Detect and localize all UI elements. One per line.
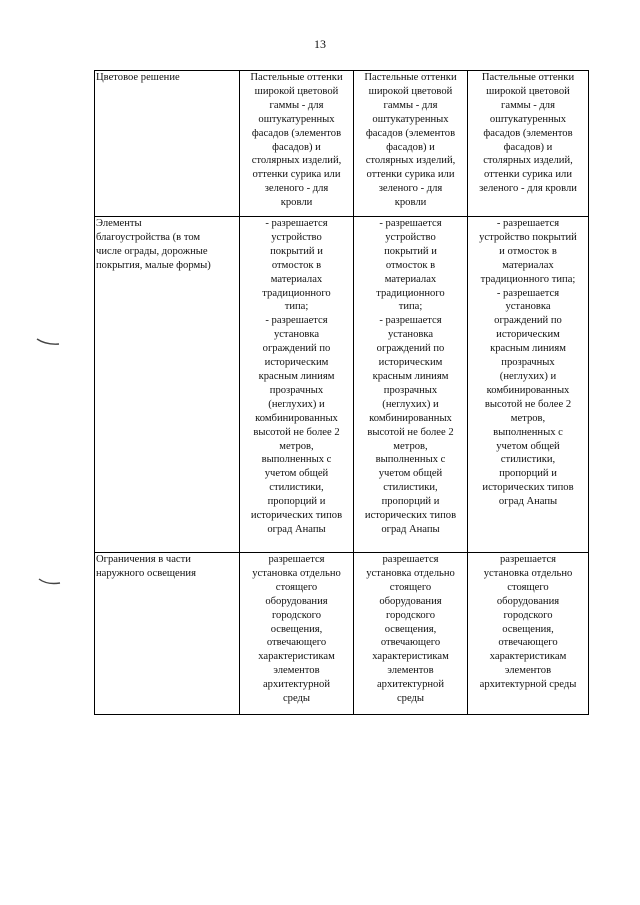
cell-text-line: материалах (270, 273, 323, 285)
cell-text-line: освещения, (502, 623, 554, 635)
cell-text-line: комбинированных (255, 412, 338, 424)
cell-text-line: покрытий и (270, 245, 323, 257)
cell-text-line: отвечающего (380, 637, 441, 649)
cell-text-line: - разрешается (379, 218, 442, 229)
cell-text-line: ограждений по (262, 343, 331, 355)
cell-text-line: Ограничения в части (96, 554, 191, 565)
cell-text-line: стилистики, (500, 454, 556, 466)
table-row-outdoor-lighting (95, 553, 589, 715)
cell-text-line: характеристикам (372, 651, 449, 663)
cell-text-line: стоящего (389, 581, 432, 593)
cell-text-line: исторических типов (364, 510, 457, 522)
cell-text-line: метров, (510, 412, 546, 424)
cell-text-line: среды (282, 693, 311, 705)
cell-text-line: оград Анапы (267, 523, 326, 535)
cell-text-line: оштукатуренных (372, 113, 449, 125)
cell-text-line: фасадов (элементов (251, 127, 342, 139)
cell-text-line: фасадов (элементов (365, 127, 456, 139)
cell-text-line: традиционного типа; (480, 273, 576, 285)
cell-text-line: фасадов (элементов (483, 127, 573, 139)
cell-text-line: фасадов) и (272, 141, 321, 153)
cell-text-line: кровли (394, 197, 427, 209)
table-row-color-solution (95, 71, 589, 217)
cell-text-line: - разрешается (265, 315, 328, 327)
cell-text-line: выполненных с (261, 454, 332, 466)
cell-text-line: архитектурной (376, 679, 445, 691)
cell-text-line: прозрачных (501, 357, 555, 369)
cell-text-line: зеленого - для (378, 183, 443, 195)
cell-text-line: выполненных с (493, 426, 563, 438)
scan-mark-bottom (38, 578, 62, 586)
cell-text-line: Пастельные оттенки (481, 72, 575, 83)
cell-text-line: оттенки сурика или (252, 169, 341, 181)
cell-text-line: столярных изделий, (365, 155, 456, 167)
cell-text-line: установка (273, 329, 320, 341)
row-label-outdoor-lighting (95, 553, 240, 715)
cell-text-line: оборудования (265, 595, 328, 607)
cell-text-line: (неглухих) и (499, 370, 557, 382)
cell-text-line: пропорций и (267, 496, 326, 508)
cell-text-line: архитектурной среды (479, 679, 577, 691)
cell-text-line: прозрачных (269, 384, 324, 396)
cell-text-line: исторических типов (482, 482, 574, 494)
table-row-landscaping (95, 217, 589, 553)
cell-text-line: характеристикам (489, 651, 567, 663)
cell-text-line: устройство (271, 231, 322, 243)
cell-text-line: метров, (393, 440, 428, 452)
cell-text-line: материалах (384, 273, 437, 285)
cell-text-line: оборудования (379, 595, 442, 607)
cell-text-line: широкой цветовой (368, 85, 453, 97)
cell-text-line: материалах (502, 259, 554, 271)
cell-text-line: фасадов) и (386, 141, 435, 153)
cell-landscaping-col2 (354, 217, 468, 553)
cell-text-line: Элементы (96, 218, 142, 229)
cell-text-line: городского (503, 609, 553, 621)
cell-text-line: отмосток в (271, 259, 322, 271)
cell-text-line: освещения, (270, 623, 323, 635)
cell-text-line: метров, (279, 440, 314, 452)
scan-mark-top (36, 338, 60, 346)
cell-text-line: зеленого - для кровли (479, 183, 577, 195)
cell-text-line: разрешается (382, 554, 439, 565)
cell-text-line: установка (505, 301, 551, 313)
cell-text-line: гаммы - для (501, 99, 555, 111)
cell-color-solution-col2 (354, 71, 468, 217)
cell-text-line: оттенки сурика или (483, 169, 573, 181)
cell-outdoor-lighting-col2 (354, 553, 468, 715)
cell-text-line: прозрачных (383, 384, 438, 396)
cell-text-line: Цветовое решение (96, 72, 180, 83)
cell-text-line: и отмосток в (499, 245, 557, 257)
cell-text-line: разрешается (499, 554, 557, 565)
cell-text-line: (неглухих) и (268, 398, 325, 410)
cell-text-line: оттенки сурика или (366, 169, 455, 181)
cell-text-line: наружного освещения (96, 567, 196, 579)
cell-text-line: типа; (284, 301, 309, 313)
cell-text-line: Пастельные оттенки (364, 72, 457, 83)
cell-text-line: типа; (398, 301, 423, 313)
cell-text-line: - разрешается (379, 315, 442, 327)
cell-text-line: историческим (496, 329, 560, 341)
cell-text-line: среды (396, 693, 425, 705)
cell-text-line: традиционного (262, 287, 331, 299)
cell-text-line: (неглухих) и (382, 398, 439, 410)
cell-text-line: городского (385, 609, 436, 621)
cell-text-line: оборудования (496, 595, 560, 607)
cell-text-line: высотой не более 2 (253, 426, 340, 438)
cell-text-line: - разрешается (496, 287, 560, 299)
cell-text-line: элементов (504, 665, 552, 677)
cell-text-line: отвечающего (498, 637, 558, 649)
cell-outdoor-lighting-col1 (240, 553, 354, 715)
cell-landscaping-col3 (468, 217, 589, 553)
cell-text-line: высотой не более 2 (367, 426, 454, 438)
cell-text-line: - разрешается (496, 218, 560, 229)
cell-text-line: установка отдельно (252, 567, 341, 579)
cell-text-line: характеристикам (258, 651, 335, 663)
cell-text-line: красным линиям (258, 370, 335, 382)
cell-text-line: кровли (280, 197, 313, 209)
cell-landscaping-col1 (240, 217, 354, 553)
cell-text-line: широкой цветовой (254, 85, 339, 97)
cell-text-line: элементов (273, 665, 320, 677)
cell-text-line: освещения, (384, 623, 437, 635)
row-label-landscaping (95, 217, 240, 553)
cell-text-line: оштукатуренных (489, 113, 567, 125)
cell-text-line: оград Анапы (381, 523, 440, 535)
regulations-table (94, 70, 589, 715)
cell-text-line: столярных изделий, (251, 155, 342, 167)
cell-text-line: стоящего (507, 581, 549, 593)
cell-text-line: отмосток в (385, 259, 436, 271)
cell-text-line: пропорций и (499, 468, 557, 480)
cell-text-line: элементов (387, 665, 434, 677)
cell-text-line: высотой не более 2 (484, 398, 572, 410)
cell-text-line: установка отдельно (366, 567, 455, 579)
cell-text-line: отвечающего (266, 637, 327, 649)
cell-text-line: красным линиям (490, 343, 566, 355)
cell-text-line: учетом общей (378, 468, 443, 480)
cell-text-line: установка отдельно (483, 567, 573, 579)
cell-text-line: стилистики, (383, 482, 438, 494)
cell-text-line: Пастельные оттенки (250, 72, 343, 83)
cell-text-line: широкой цветовой (486, 85, 570, 97)
cell-text-line: установка (387, 329, 434, 341)
cell-text-line: пропорций и (381, 496, 440, 508)
cell-text-line: ограждений по (376, 343, 445, 355)
cell-text-line: стоящего (275, 581, 318, 593)
cell-text-line: столярных изделий, (483, 155, 573, 167)
cell-text-line: историческим (264, 357, 329, 369)
cell-text-line: красным линиям (372, 370, 449, 382)
cell-text-line: гаммы - для (383, 99, 438, 111)
row-label-color-solution (95, 71, 240, 217)
cell-text-line: исторических типов (250, 510, 343, 522)
cell-text-line: учетом общей (264, 468, 329, 480)
cell-text-line: устройство покрытий (479, 231, 577, 243)
cell-text-line: устройство (385, 231, 436, 243)
cell-text-line: зеленого - для (264, 183, 329, 195)
cell-text-line: выполненных с (375, 454, 446, 466)
cell-text-line: гаммы - для (269, 99, 324, 111)
cell-text-line: покрытия, малые формы) (96, 259, 211, 271)
cell-outdoor-lighting-col3 (468, 553, 589, 715)
page-number: 13 (314, 37, 326, 51)
cell-text-line: комбинированных (486, 384, 570, 396)
cell-text-line: стилистики, (269, 482, 324, 494)
cell-text-line: покрытий и (384, 245, 437, 257)
cell-text-line: комбинированных (369, 412, 452, 424)
cell-text-line: числе ограды, дорожные (96, 245, 208, 257)
cell-text-line: учетом общей (496, 440, 560, 452)
cell-text-line: архитектурной (262, 679, 331, 691)
cell-text-line: городского (271, 609, 322, 621)
cell-text-line: ограждений по (494, 315, 562, 327)
cell-text-line: оштукатуренных (258, 113, 335, 125)
cell-text-line: традиционного (376, 287, 445, 299)
cell-text-line: благоустройства (в том (96, 231, 201, 243)
cell-text-line: фасадов) и (503, 141, 553, 153)
cell-color-solution-col3 (468, 71, 589, 217)
cell-text-line: историческим (378, 357, 443, 369)
cell-text-line: разрешается (268, 554, 325, 565)
cell-color-solution-col1 (240, 71, 354, 217)
cell-text-line: оград Анапы (498, 496, 558, 508)
cell-text-line: - разрешается (265, 218, 328, 229)
